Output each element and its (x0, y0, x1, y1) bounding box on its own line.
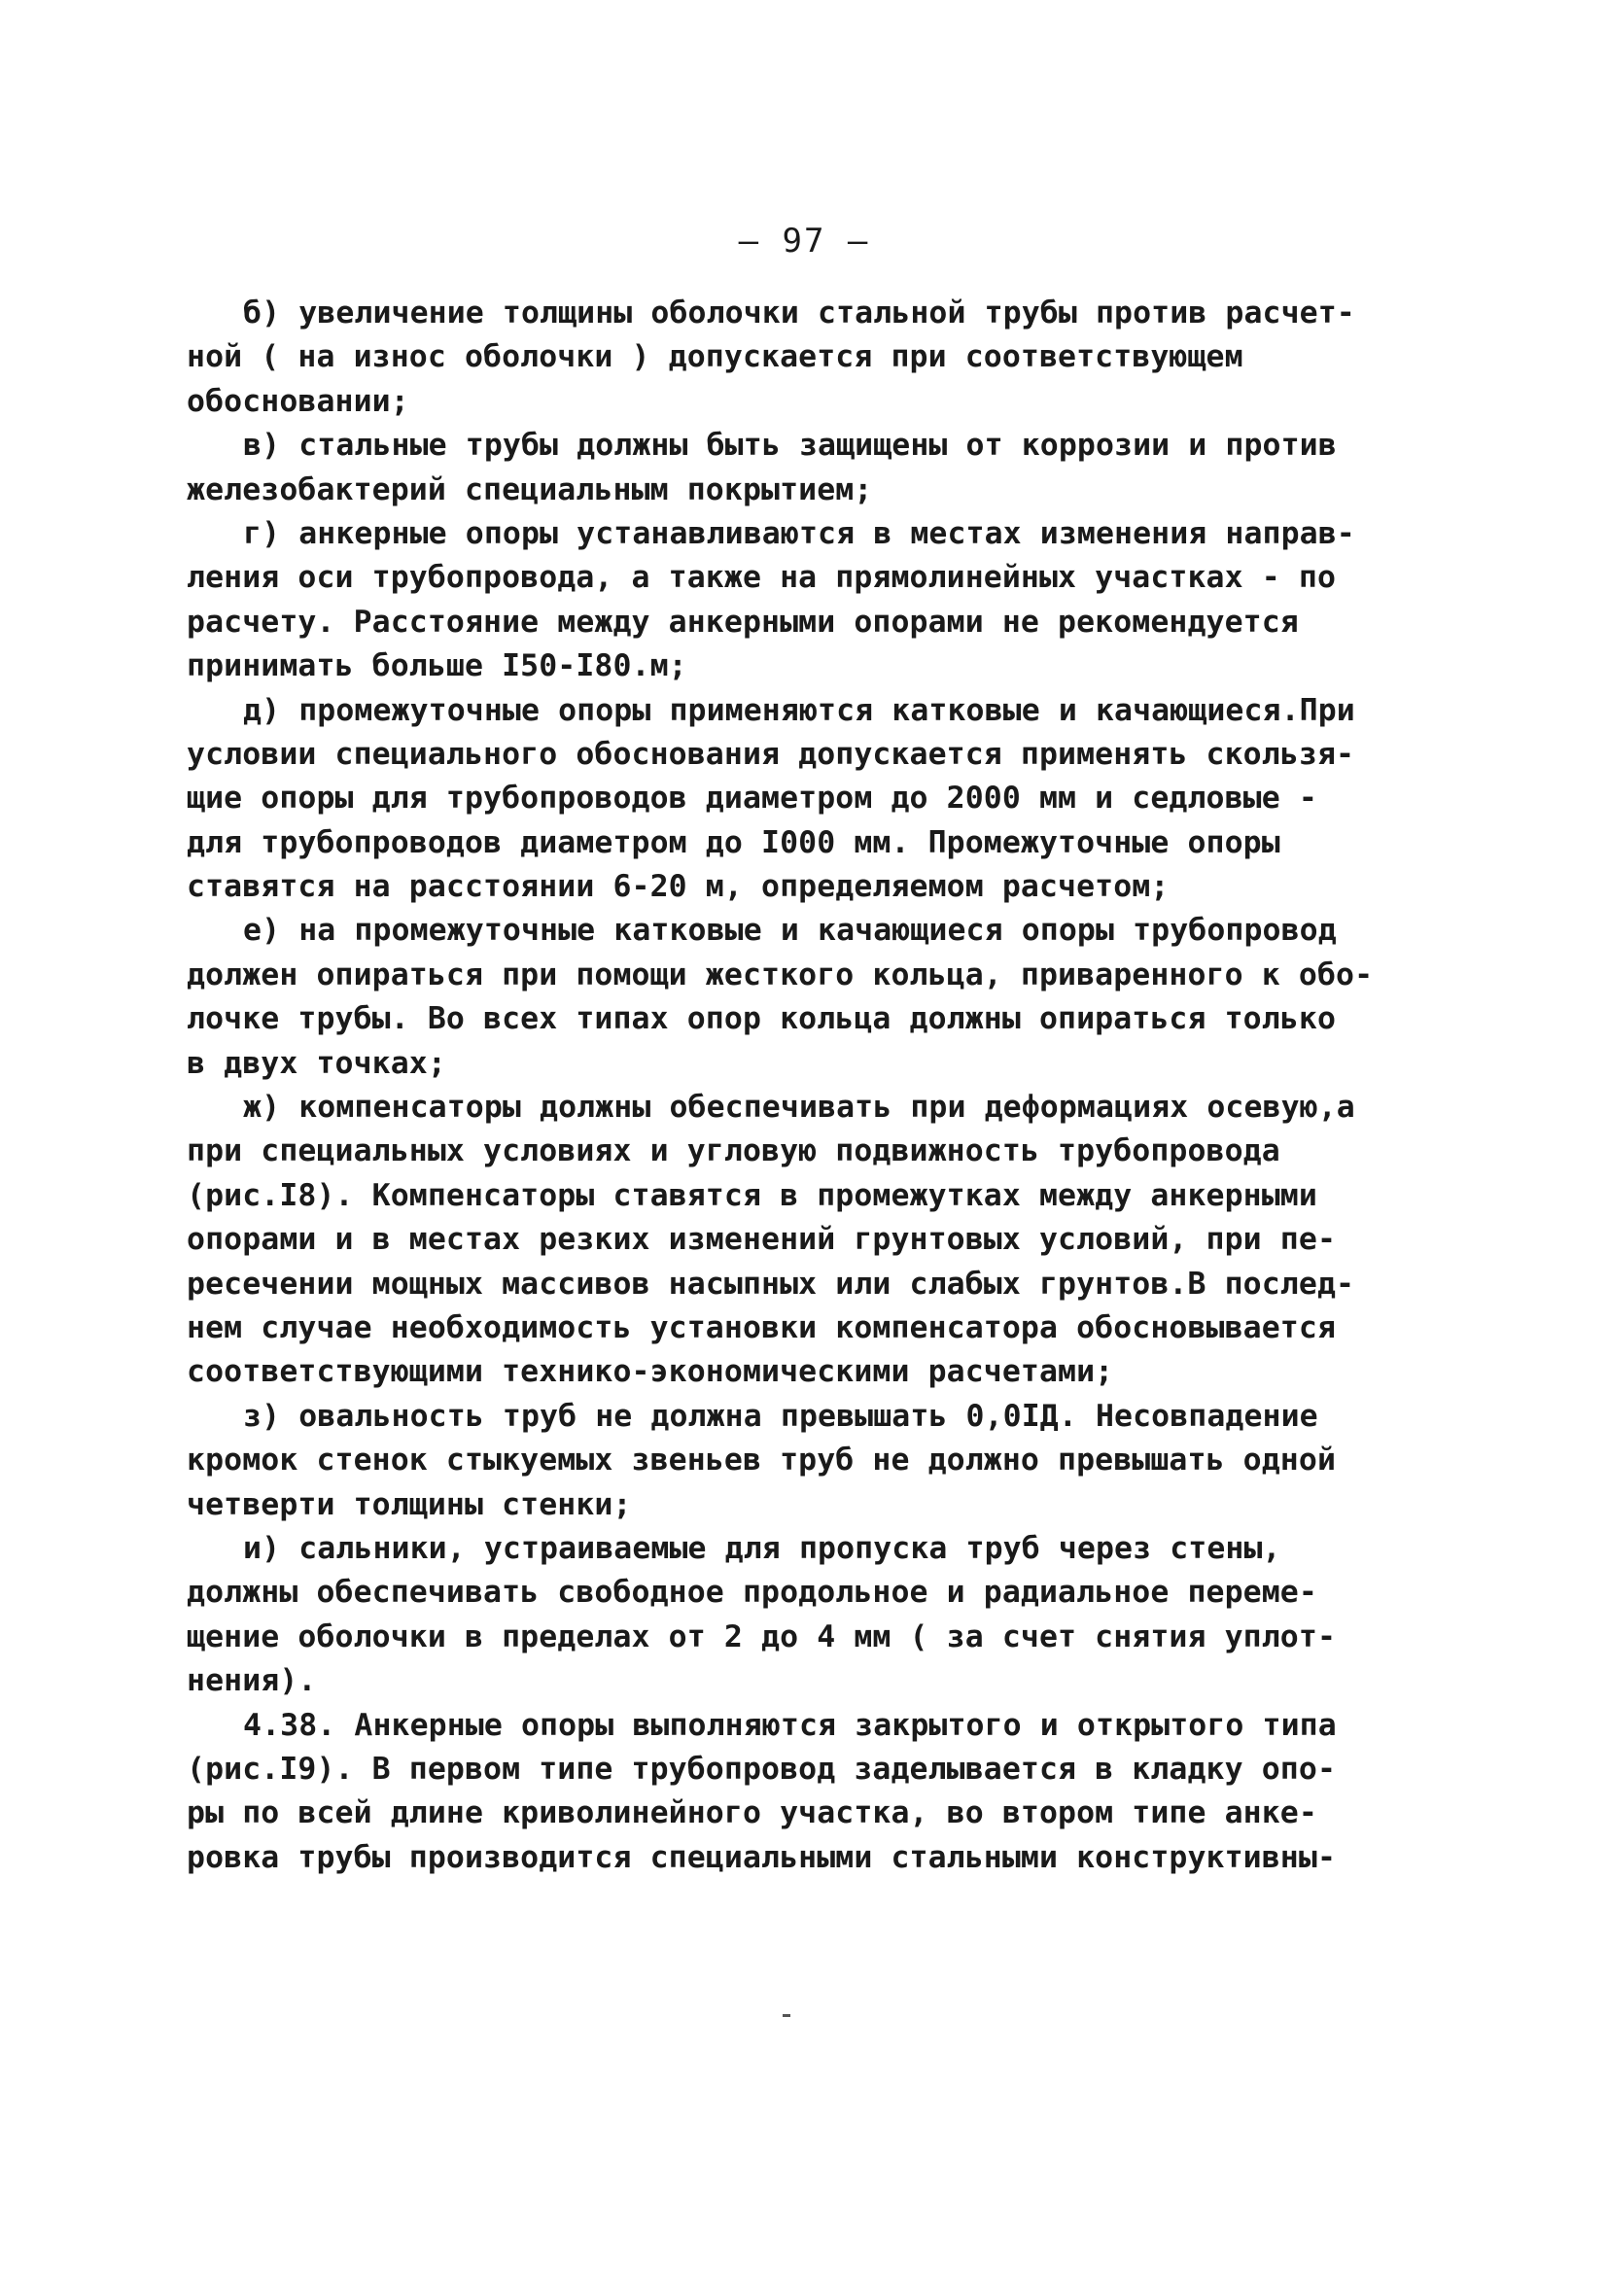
scan-mark (783, 2014, 790, 2017)
text-line: для трубопроводов диаметром до I000 мм. Промежуточные опоры (187, 824, 1280, 860)
text-line: опорами и в местах резких изменений грунтовых условий, при пе- (187, 1222, 1337, 1258)
text-line: ж) компенсаторы должны обеспечивать при деформациях осевую,а (243, 1090, 1355, 1126)
text-line: должны обеспечивать свободное продольное и радиальное переме- (187, 1575, 1317, 1611)
text-line: д) промежуточные опоры применяются катковые и качающиеся.При (243, 692, 1355, 728)
text-line: з) овальность труб не должна превышать 0,0IД. Несовпадение (243, 1398, 1318, 1434)
text-line: г) анкерные опоры устанавливаются в местах изменения направ- (243, 515, 1355, 551)
text-line: условии специального обоснования допускается применять скользя- (187, 736, 1355, 772)
text-line: четверти толщины стенки; (187, 1486, 632, 1522)
text-line: ресечении мощных массивов насыпных или слабых грунтов.В послед- (187, 1266, 1355, 1302)
body-text (187, 292, 1441, 1880)
text-line: железобактерий специальным покрытием; (187, 471, 873, 507)
text-line: должен опираться при помощи жесткого кольца, приваренного к обо- (187, 957, 1374, 992)
text-line: ровка трубы производится специальными стальными конструктивны- (187, 1839, 1337, 1875)
text-line: расчету. Расстояние между анкерными опорами не рекомендуется (187, 604, 1299, 640)
text-line: ной ( на износ оболочки ) допускается при соответствующем (187, 339, 1243, 375)
text-line: в двух точках; (187, 1045, 446, 1081)
text-line: б) увеличение толщины оболочки стальной трубы против расчет- (243, 296, 1355, 330)
text-line: соответствующими технико-экономическими расчетами; (187, 1354, 1114, 1390)
text-line: щение оболочки в пределах от 2 до 4 мм ( за счет снятия уплот- (187, 1618, 1337, 1654)
text-line: (рис.I8). Компенсаторы ставятся в промежутках между анкерными (187, 1177, 1317, 1213)
text-line: щие опоры для трубопроводов диаметром до 2000 мм и седловые - (187, 781, 1317, 817)
text-line: (рис.I9). В первом типе трубопровод заделывается в кладку опо- (187, 1751, 1337, 1787)
text-line: е) на промежуточные катковые и качающиеся опоры трубопровод (243, 913, 1337, 949)
text-line: обосновании; (187, 383, 409, 419)
text-line: и) сальники, устраиваемые для пропуска труб через стены, (243, 1530, 1281, 1566)
text-line: 4.38. Анкерные опоры выполняются закрытого и открытого типа (243, 1707, 1337, 1743)
text-line: кромок стенок стыкуемых звеньев труб не должно превышать одной (187, 1443, 1337, 1478)
text-line: ставятся на расстоянии 6-20 м, определяемом расчетом; (187, 869, 1170, 905)
text-line: нем случае необходимость установки компенсатора обосновывается (187, 1309, 1337, 1345)
text-line: ры по всей длине криволинейного участка, во втором типе анке- (187, 1795, 1317, 1831)
text-line: лочке трубы. Во всех типах опор кольца должны опираться только (187, 1001, 1337, 1037)
text-line: при специальных условиях и угловую подвижность трубопровода (187, 1133, 1280, 1169)
page-number: — 97 — (738, 222, 870, 261)
text-line: принимать больше I50-I80.м; (187, 648, 687, 684)
text-line: в) стальные трубы должны быть защищены от коррозии и против (243, 428, 1337, 464)
text-line: ления оси трубопровода, а также на прямолинейных участках - по (187, 560, 1337, 596)
text-line: нения). (187, 1663, 317, 1699)
